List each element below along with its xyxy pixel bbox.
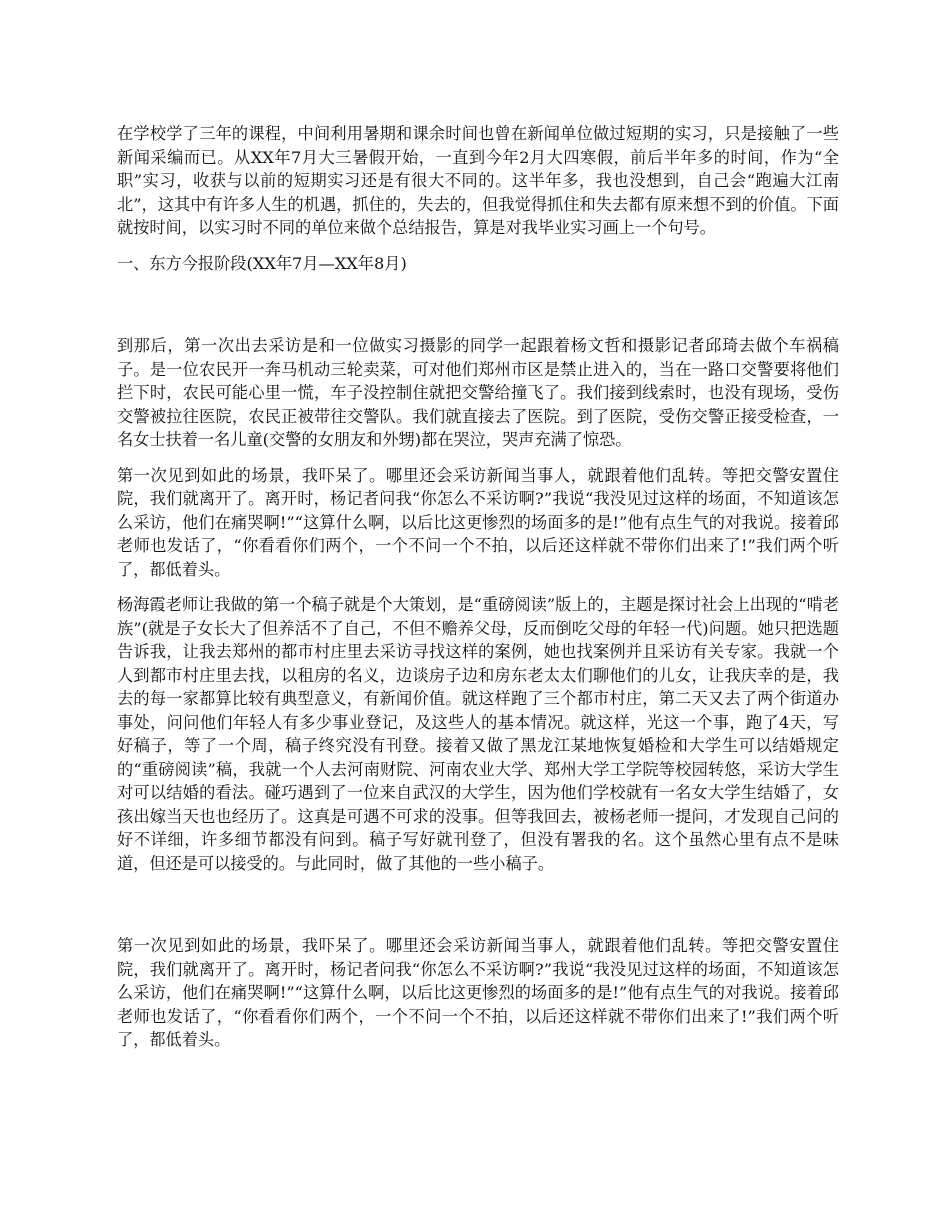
body-paragraph: 第一次见到如此的场景，我吓呆了。哪里还会采访新闻当事人，就跟着他们乱转。等把交警安置住院，我们就离开了。离开时，杨记者问我“你怎么不采访啊?”我说“我没见过这样的场面，不知道该怎么采访，他们在痛哭啊!”“这算什么啊，以后比这更惨烈的场面多的是!”他有点生气的对我说。接着邱老师也发话了，“你看看你们两个，一个不问一个不拍，以后还这样就不带你们出来了!”我们两个听了，都低着头。 [117,936,839,1049]
body-paragraph: 到那后，第一次出去采访是和一位做实习摄影的同学一起跟着杨文哲和摄影记者邱琦去做个车祸稿子。是一位农民开一奔马机动三轮卖菜，可对他们郑州市区是禁止进入的，当在一路口交警要将他们拦下时，农民可能心里一慌，车子没控制住就把交警给撞飞了。我们接到线索时，也没有现场，受伤交警被拉往医院，农民正被带往交警队。我们就直接去了医院。到了医院，受伤交警正接受检查，一名女士扶着一名儿童(交警的女朋友和外甥)都在哭泣，哭声充满了惊恐。 [117,336,839,449]
intro-paragraph: 在学校学了三年的课程，中间利用暑期和课余时间也曾在新闻单位做过短期的实习，只是接触了一些新闻采编而已。从XX年7月大三暑假开始，一直到今年2月大四寒假，前后半年多的时间，作为“全职”实习，收获与以前的短期实习还是有很大不同的。这半年多，我也没想到，自己会“跑遍大江南北”，这其中有许多人生的机遇，抓住的，失去的，但我觉得抓住和失去都有原来想不到的价值。下面就按时间，以实习时不同的单位来做个总结报告，算是对我毕业实习画上一个句号。 [117,124,839,237]
document-page [117,122,839,1052]
body-paragraph: 第一次见到如此的场景，我吓呆了。哪里还会采访新闻当事人，就跟着他们乱转。等把交警安置住院，我们就离开了。离开时，杨记者问我“你怎么不采访啊?”我说“我没见过这样的场面，不知道该怎么采访，他们在痛哭啊!”“这算什么啊，以后比这更惨烈的场面多的是!”他有点生气的对我说。接着邱老师也发话了，“你看看你们两个，一个不问一个不拍，以后还这样就不带你们出来了!”我们两个听了，都低着头。 [117,465,839,579]
body-paragraph: 杨海霞老师让我做的第一个稿子就是个大策划，是“重磅阅读”版上的，主题是探讨社会上出现的“啃老族”(就是子女长大了但养活不了自己，不但不赡养父母，反而倒吃父母的年轻一代)问题。她只把选题告诉我，让我去郑州的都市村庄里去采访寻找这样的案例，她也找案例并且采访有关专家。我就一个人到都市村庄里去找，以租房的名义，边谈房子边和房东老太太们聊他们的儿女，让我庆幸的是，我去的每一家都算比较有典型意义，有新闻价值。就这样跑了三个都市村庄，第二天又去了两个街道办事处，问问他们年轻人有多少事业登记，及这些人的基本情况。就这样，光这一个事，跑了4天，写好稿子，等了一个周，稿子终究没有刊登。接着又做了黑龙江某地恢复婚检和大学生可以结婚规定的“重磅阅读”稿，我就一个人去河南财院、河南农业大学、郑州大学工学院等校园转悠，采访大学生对可以结婚的看法。碰巧遇到了一位来自武汉的大学生，因为他们学校就有一名女大学生结婚了，女孩出嫁当天也也经历了。这真是可遇不可求的没事。但等我回去，被杨老师一提问，才发现自己问的好不详细，许多细节都没有问到。稿子写好就刊登了，但没有署我的名。这个虽然心里有点不是味道，但还是可以接受的。与此同时，做了其他的一些小稿子。 [117,595,839,873]
section-heading: 一、东方今报阶段(XX年7月—XX年8月) [117,253,407,273]
